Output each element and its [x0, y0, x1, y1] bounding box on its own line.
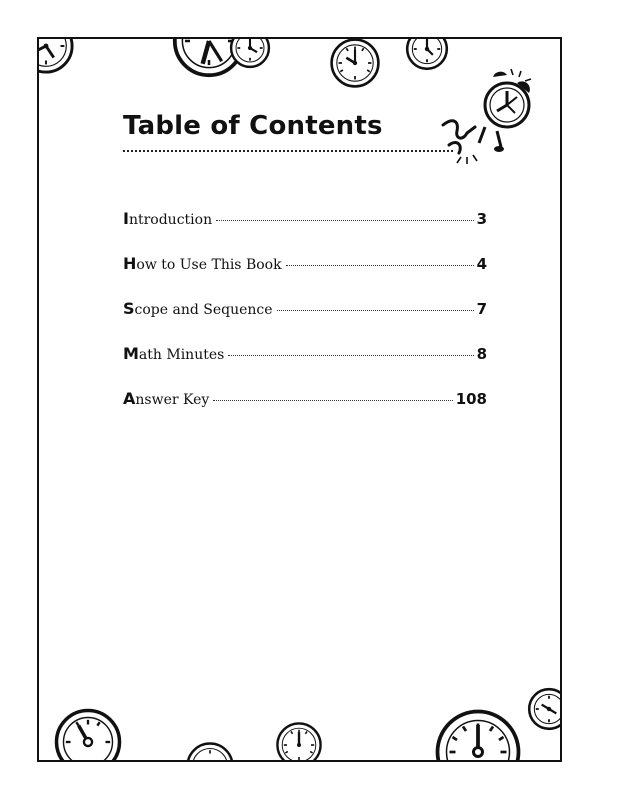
toc-entry-title: cope and Sequence: [134, 302, 273, 318]
toc-entry-page-number: 3: [476, 210, 487, 228]
toc-entry-title: ath Minutes: [138, 347, 225, 363]
contents-page: [37, 37, 562, 762]
toc-entry-page-number: 8: [476, 345, 487, 363]
dot-leader: [213, 400, 452, 401]
clock-icon: [53, 707, 123, 762]
toc-entry-answer-key[interactable]: [123, 389, 487, 434]
title-dotted-rule: [123, 150, 453, 152]
clock-icon: [527, 687, 562, 731]
toc-entry-math-minutes[interactable]: [123, 344, 487, 389]
toc-entry-introduction[interactable]: [123, 209, 487, 254]
toc-entry-scope-and-sequence[interactable]: [123, 299, 487, 344]
clock-icon: [229, 37, 271, 69]
toc-entry-initial: A: [123, 389, 136, 408]
toc-entry-page-number: 7: [476, 300, 487, 318]
clock-icon: [185, 741, 235, 762]
toc-entry-page-number: 4: [476, 255, 487, 273]
toc-entry-initial: M: [123, 344, 139, 363]
contents-list: [123, 209, 487, 434]
toc-entry-initial: I: [123, 209, 129, 228]
clock-icon: [433, 707, 523, 762]
dot-leader: [216, 220, 473, 221]
toc-entry-initial: S: [123, 299, 135, 318]
clock-icon: [329, 37, 381, 89]
toc-entry-title: ntroduction: [128, 212, 213, 228]
toc-entry-title: ow to Use This Book: [136, 257, 282, 273]
dot-leader: [228, 355, 473, 356]
dot-leader: [286, 265, 474, 266]
clock-icon: [275, 721, 323, 762]
toc-entry-page-number: 108: [455, 390, 487, 408]
toc-entry-how-to-use[interactable]: [123, 254, 487, 299]
clock-icon: [37, 37, 75, 75]
page-title: Table of Contents: [123, 111, 383, 141]
toc-entry-title: nswer Key: [135, 392, 210, 408]
dot-leader: [277, 310, 474, 311]
toc-entry-initial: H: [123, 254, 137, 273]
